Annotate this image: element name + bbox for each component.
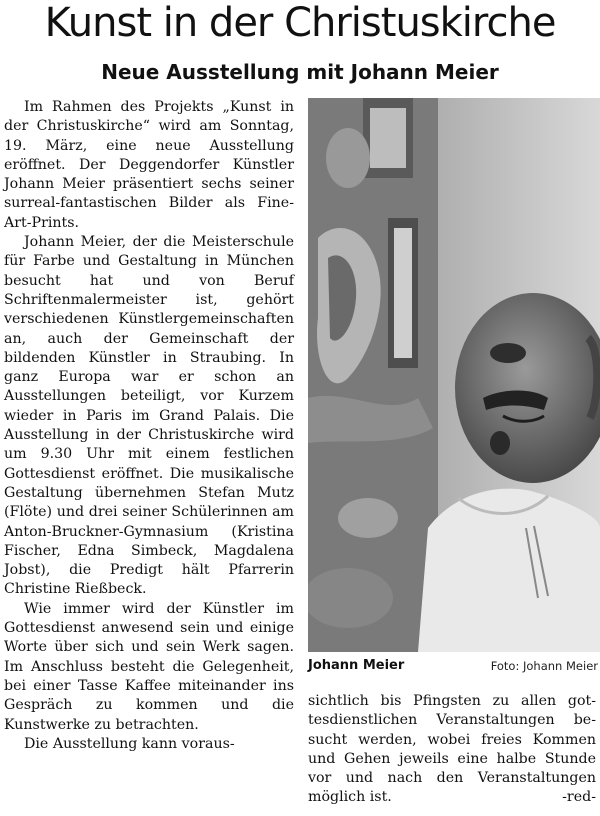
photo-credit: Foto: Johann Meier (490, 659, 598, 673)
subheadline: Neue Ausstellung mit Johann Meier (101, 60, 499, 84)
paragraph-2: Johann Meier, der die Meisterschule für Farbe und Gestaltung in München besucht hat und von Beruf Schriftenmalermeister ist, gehört verschiedenen Künstlergemeinschaften an, auch der Gemeinschaft der bildenden Künstler in Straubing. In ganz Europa war er schon an Ausstellungen beteiligt, vor Kurzem wieder in Paris im Grand Palais. Die Ausstellung in der Christuskirche wird um 9.30 Uhr mit einem festlichen Gottesdienst eröffnet. Die musikalische Gestaltung übernehmen Stefan Mutz (Flöte) und drei seiner Schülerinnen am Anton-Bruckner-Gymnasium (Kristina Fischer, Edna Simbeck, Magdalena Jobst), die Predigt hält Pfarrerin Christine Rießbeck. (4, 234, 294, 598)
article-column-left (4, 98, 294, 754)
portrait-photo-icon (308, 98, 600, 652)
headline: Kunst in der Christuskirche (44, 0, 556, 46)
paragraph-4: Die Ausstellung kann voraus- (24, 735, 235, 752)
article-photo (308, 98, 600, 652)
paragraph-3: Wie immer wird der Künstler im Gottesdienst anwesend sein und einige Worte über sich und sein Werk sagen. Im Anschluss besteht die Gelegenheit, bei einer Tasse Kaffee miteinander ins Gespräch zu kommen und die Kunstwerke zu betrachten. (4, 600, 294, 733)
photo-caption (308, 656, 598, 678)
paragraph-4-continued: sichtlich bis Pfingsten zu allen gottesdienstlichen Veranstaltungen besucht werden, wobei freies Kommen und Gehen jeweils eine halbe Stunde vor und nach den Veranstaltungen möglich ist. -red- (308, 692, 596, 808)
caption-name: Johann Meier (308, 658, 405, 673)
author-signature: -red- (562, 789, 596, 806)
article-column-right (308, 692, 596, 808)
paragraph-1: Im Rahmen des Projekts „Kunst in der Christuskirche“ wird am Sonntag, 19. März, eine neue Ausstellung eröffnet. Der Deggendorfer Künstler Johann Meier präsentiert sechs seiner surreal-fantastischen Bilder als Fine-Art-Prints. (4, 99, 294, 231)
